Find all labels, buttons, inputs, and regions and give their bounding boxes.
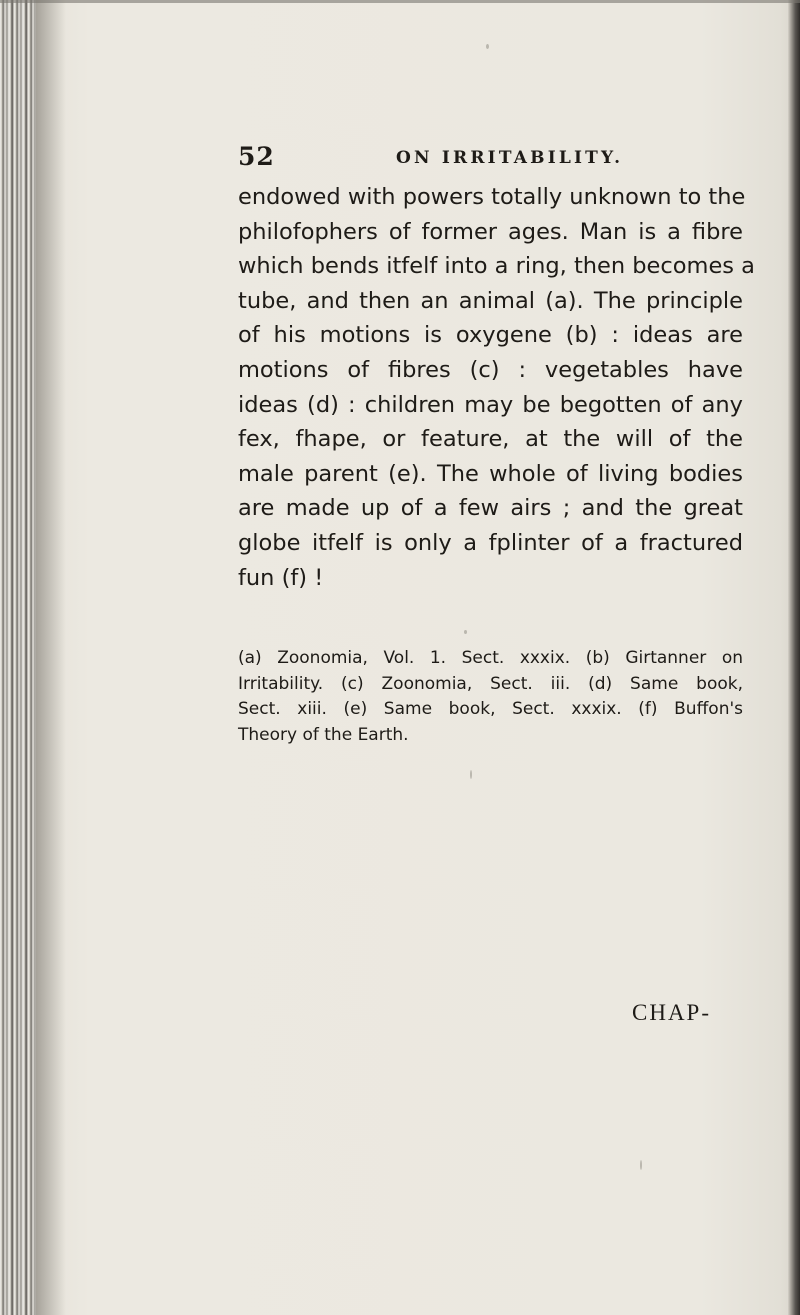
running-head: ON IRRITABILITY.: [396, 148, 624, 168]
body-line: endowed with powers totally unknown to the: [238, 184, 746, 210]
paper-speck: [486, 44, 489, 49]
page-right-edge: [788, 0, 800, 1315]
footnote-line: Irritability. (c) Zoonomia, Sect. iii. (d) Same book,: [238, 673, 743, 694]
footnote-line: Sect. xiii. (e) Same book, Sect. xxxix. (f) Buffon's: [238, 699, 743, 719]
footnotes: [238, 646, 743, 748]
footnote-line: (a) Zoonomia, Vol. 1. Sect. xxxix. (b) Girtanner on: [238, 648, 743, 668]
body-line: which bends itfelf into a ring, then becomes a: [238, 253, 755, 280]
page-number: 52: [238, 142, 275, 171]
body-line: philofophers of former ages. Man is a fibre: [238, 218, 743, 245]
paper-speck: [470, 770, 472, 779]
paper-speck: [464, 630, 467, 634]
body-line: fun (f) !: [238, 564, 324, 591]
gutter-shadow: [36, 0, 66, 1315]
paper-speck: [640, 1160, 642, 1170]
body-line: male parent (e). The whole of living bodies: [238, 460, 743, 487]
body-line: are made up of a few airs ; and the great: [238, 495, 743, 522]
body-line: fex, fhape, or feature, at the will of the: [238, 426, 743, 453]
body-line: globe itfelf is only a fplinter of a fractured: [238, 529, 743, 556]
book-spine-edge: [0, 0, 36, 1315]
catchword: CHAP-: [632, 1000, 712, 1025]
page-header: [238, 142, 738, 172]
body-line: of his motions is oxygene (b) : ideas are: [238, 322, 743, 349]
body-line: ideas (d) : children may be begotten of any: [238, 391, 743, 418]
footnote-line: Theory of the Earth.: [238, 724, 409, 745]
page-top-edge: [0, 0, 800, 3]
body-line: tube, and then an animal (a). The principle: [238, 287, 743, 314]
body-paragraph: [238, 180, 755, 595]
body-line: motions of fibres (c) : vegetables have: [238, 356, 743, 383]
